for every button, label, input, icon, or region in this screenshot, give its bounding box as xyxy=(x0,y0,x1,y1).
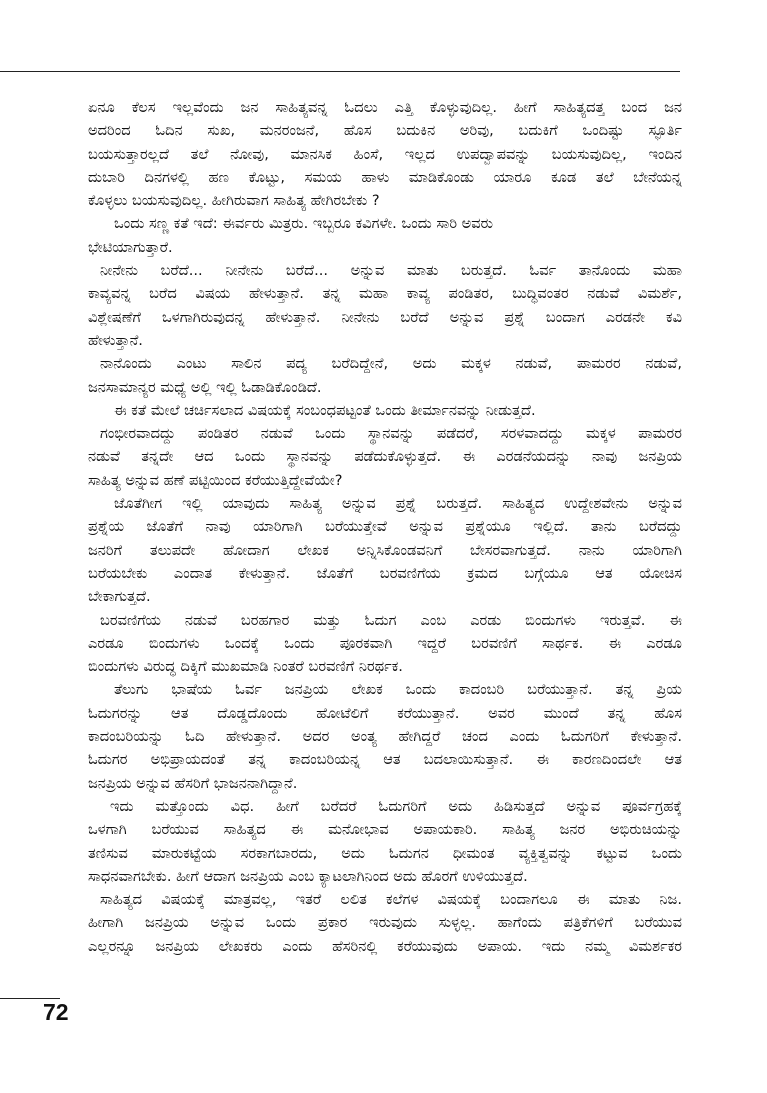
text-line: ಇದು ಮತ್ತೊಂದು ವಿಧ. ಹೀಗೆ ಬರೆದರೆ ಓದುಗರಿಗೆ ಅದು ಹಿಡಿಸುತ್ತದೆ ಅನ್ನುವ ಪೂರ್ವಗ್ರಹಕ್ಕೆ xyxy=(110,797,682,815)
text-line: ಏನೂ ಕೆಲಸ ಇಲ್ಲವೆಂದು ಜನ ಸಾಹಿತ್ಯವನ್ನ ಓದಲು ಎತ್ತಿ ಕೊಳ್ಳುವುದಿಲ್ಲ. ಹೀಗೆ ಸಾಹಿತ್ಯದತ್ತ ಬಂದ ಜನ xyxy=(88,99,682,116)
text-line: ಭೇಟಿಯಾಗುತ್ತಾರೆ. xyxy=(88,238,173,256)
text-line: ಎರಡೂ ಬಿಂದುಗಳು ಒಂದಕ್ಕೆ ಒಂದು ಪೂರಕವಾಗಿ ಇದ್ದರೆ ಬರವಣಿಗೆ ಸಾರ್ಥಕ. ಈ ಎರಡೂ xyxy=(88,634,682,652)
text-line: ಗಂಭೀರವಾದದ್ದು ಪಂಡಿತರ ನಡುವೆ ಒಂದು ಸ್ಥಾನವನ್ನು ಪಡೆದರೆ, ಸರಳವಾದದ್ದು ಮಕ್ಕಳ ಪಾಮರರ xyxy=(100,425,682,443)
text-line: ಈ ಕತೆ ಮೇಲೆ ಚರ್ಚಿಸಲಾದ ವಿಷಯಕ್ಕೆ ಸಂಬಂಧಪಟ್ಟಂತೆ ಒಂದು ತೀರ್ಮಾನವನ್ನು ನೀಡುತ್ತದೆ. xyxy=(114,401,536,419)
text-line: ಬೇಕಾಗುತ್ತದೆ. xyxy=(88,588,151,606)
text-line: ತೆಲುಗು ಭಾಷೆಯ ಓರ್ವ ಜನಪ್ರಿಯ ಲೇಖಕ ಒಂದು ಕಾದಂಬರಿ ಬರೆಯುತ್ತಾನೆ. ತನ್ನ ಪ್ರಿಯ xyxy=(114,681,682,699)
page-body xyxy=(88,96,682,958)
text-line: ಸಾಹಿತ್ಯ ಅನ್ನುವ ಹಣೆ ಪಟ್ಟಿಯಿಂದ ಕರೆಯುತ್ತಿದ್ದೇವೆಯೇ? xyxy=(88,471,343,489)
text-line: ನಾನೊಂದು ಎಂಟು ಸಾಲಿನ ಪದ್ಯ ಬರೆದಿದ್ದೇನೆ, ಅದು ಮಕ್ಕಳ ನಡುವೆ, ಪಾಮರರ ನಡುವೆ, xyxy=(100,355,682,373)
text-line: ವಿಶ್ಲೇಷಣೆಗೆ ಒಳಗಾಗಿರುವುದನ್ನ ಹೇಳುತ್ತಾನೆ. ನೀನೇನು ಬರೆದೆ ಅನ್ನುವ ಪ್ರಶ್ನೆ ಬಂದಾಗ ಎರಡನೇ ಕವಿ xyxy=(88,308,682,326)
text-line: ಅದರಿಂದ ಓದಿನ ಸುಖ, ಮನರಂಜನೆ, ಹೊಸ ಬದುಕಿನ ಅರಿವು, ಬದುಕಿಗೆ ಒಂದಿಷ್ಟು ಸ್ಫೂರ್ತಿ xyxy=(88,122,682,140)
text-line: ಬರವಣಿಗೆಯ ನಡುವೆ ಬರಹಗಾರ ಮತ್ತು ಓದುಗ ಎಂಬ ಎರಡು ಬಿಂದುಗಳು ಇರುತ್ತವೆ. ಈ xyxy=(100,611,682,629)
text-line: ಓದುಗರ ಅಭಿಪ್ರಾಯದಂತೆ ತನ್ನ ಕಾದಂಬರಿಯನ್ನ ಆತ ಬದಲಾಯಿಸುತ್ತಾನೆ. ಈ ಕಾರಣದಿಂದಲೇ ಆತ xyxy=(88,751,682,769)
text-line: ಹೀಗಾಗಿ ಜನಪ್ರಿಯ ಅನ್ನುವ ಒಂದು ಪ್ರಕಾರ ಇರುವುದು ಸುಳ್ಳಲ್ಲ. ಹಾಗೆಂದು ಪತ್ರಿಕೆಗಳಿಗೆ ಬರೆಯುವ xyxy=(88,914,682,932)
text-line: ಕಾದಂಬರಿಯನ್ನು ಓದಿ ಹೇಳುತ್ತಾನೆ. ಅದರ ಅಂತ್ಯ ಹೇಗಿದ್ದರೆ ಚಂದ ಎಂದು ಓದುಗರಿಗೆ ಕೇಳುತ್ತಾನೆ. xyxy=(88,728,682,746)
text-line: ಜೊತೆಗೀಗ ಇಲ್ಲಿ ಯಾವುದು ಸಾಹಿತ್ಯ ಅನ್ನುವ ಪ್ರಶ್ನೆ ಬರುತ್ತದೆ. ಸಾಹಿತ್ಯದ ಉದ್ದೇಶವೇನು ಅನ್ನುವ xyxy=(114,495,682,513)
text-line: ಬರೆಯಬೇಕು ಎಂದಾತ ಕೇಳುತ್ತಾನೆ. ಜೊತೆಗೆ ಬರವಣಿಗೆಯ ಕ್ರಮದ ಬಗ್ಗೆಯೂ ಆತ ಯೋಚಿಸ xyxy=(88,564,682,582)
text-line: ತಣಿಸುವ ಮಾರುಕಟ್ಟೆಯ ಸರಕಾಗಬಾರದು, ಅದು ಓದುಗನ ಧೀಮಂತ ವ್ಯಕ್ತಿತ್ವವನ್ನು ಕಟ್ಟುವ ಒಂದು xyxy=(88,844,682,862)
text-line: ಸಾಹಿತ್ಯದ ವಿಷಯಕ್ಕೆ ಮಾತ್ರವಲ್ಲ, ಇತರೆ ಲಲಿತ ಕಲೆಗಳ ವಿಷಯಕ್ಕೆ ಬಂದಾಗಲೂ ಈ ಮಾತು ನಿಜ. xyxy=(100,891,682,909)
text-line: ಜನಸಾಮಾನ್ಯರ ಮಧ್ಯೆ ಅಲ್ಲಿ ಇಲ್ಲಿ ಓಡಾಡಿಕೊಂಡಿದೆ. xyxy=(88,378,322,396)
page-number: 72 xyxy=(43,999,69,1025)
text-line: ಒಂದು ಸಣ್ಣ ಕತೆ ಇದೆ: ಈರ್ವರು ಮಿತ್ರರು. ಇಬ್ಬರೂ ಕವಿಗಳೇ. ಒಂದು ಸಾರಿ ಅವರು xyxy=(114,215,494,233)
top-rule xyxy=(0,71,680,72)
text-line: ಪ್ರಶ್ನೆಯ ಜೊತೆಗೆ ನಾವು ಯಾರಿಗಾಗಿ ಬರೆಯುತ್ತೇವೆ ಅನ್ನುವ ಪ್ರಶ್ನೆಯೂ ಇಲ್ಲಿದೆ. ತಾನು ಬರೆದದ್ದು xyxy=(88,518,682,536)
text-line: ಕೊಳ್ಳಲು ಬಯಸುವುದಿಲ್ಲ. ಹೀಗಿರುವಾಗ ಸಾಹಿತ್ಯ ಹೇಗಿರಬೇಕು ? xyxy=(88,192,380,210)
text-line: ಜನಪ್ರಿಯ ಅನ್ನುವ ಹೆಸರಿಗೆ ಭಾಜನನಾಗಿದ್ದಾನೆ. xyxy=(88,774,298,792)
text-line: ಕಾವ್ಯವನ್ನ ಬರೆದ ವಿಷಯ ಹೇಳುತ್ತಾನೆ. ತನ್ನ ಮಹಾ ಕಾವ್ಯ ಪಂಡಿತರ, ಬುದ್ಧಿವಂತರ ನಡುವೆ ವಿಮರ್ಶೆ, xyxy=(88,285,682,303)
text-line: ದುಬಾರಿ ದಿನಗಳಲ್ಲಿ ಹಣ ಕೊಟ್ಟು, ಸಮಯ ಹಾಳು ಮಾಡಿಕೊಂಡು ಯಾರೂ ಕೂಡ ತಲೆ ಬೇನೆಯನ್ನ xyxy=(88,168,682,186)
text-line: ಹೇಳುತ್ತಾನೆ. xyxy=(88,331,143,349)
text-line: ಬಿಂದುಗಳು ವಿರುದ್ಧ ದಿಕ್ಕಿಗೆ ಮುಖಮಾಡಿ ನಿಂತರೆ ಬರವಣಿಗೆ ನಿರರ್ಥಕ. xyxy=(88,658,403,676)
text-line: ನಡುವೆ ತನ್ನದೇ ಆದ ಒಂದು ಸ್ಥಾನವನ್ನು ಪಡೆದುಕೊಳ್ಳುತ್ತದೆ. ಈ ಎರಡನೆಯದನ್ನು ನಾವು ಜನಪ್ರಿಯ xyxy=(88,448,682,466)
text-line: ಬಯಸುತ್ತಾರಲ್ಲದೆ ತಲೆ ನೋವು, ಮಾನಸಿಕ ಹಿಂಸೆ, ಇಲ್ಲದ ಉಪದ್ವಾಪವನ್ನು ಬಯಸುವುದಿಲ್ಲ, ಇಂದಿನ xyxy=(88,145,682,163)
text-line: ಸಾಧನವಾಗಬೇಕು. ಹೀಗೆ ಆದಾಗ ಜನಪ್ರಿಯ ಎಂಬ ಕ್ಯಾಟಲಾಗಿನಿಂದ ಅದು ಹೊರಗೆ ಉಳಿಯುತ್ತದೆ. xyxy=(88,867,528,885)
text-line: ಜನರಿಗೆ ತಲುಪದೇ ಹೋದಾಗ ಲೇಖಕ ಅನ್ನಿಸಿಕೊಂಡವನಿಗೆ ಬೇಸರವಾಗುತ್ತದೆ. ನಾನು ಯಾರಿಗಾಗಿ xyxy=(88,541,682,559)
text-line: ಓದುಗರನ್ನು ಆತ ದೊಡ್ಡದೊಂದು ಹೋಟೆಲಿಗೆ ಕರೆಯುತ್ತಾನೆ. ಅವರ ಮುಂದೆ ತನ್ನ ಹೊಸ xyxy=(88,704,682,722)
text-line: ನೀನೇನು ಬರೆದೆ... ನೀನೇನು ಬರೆದೆ... ಅನ್ನುವ ಮಾತು ಬರುತ್ತದೆ. ಓರ್ವ ತಾನೊಂದು ಮಹಾ xyxy=(100,262,682,280)
text-line: ಒಳಗಾಗಿ ಬರೆಯುವ ಸಾಹಿತ್ಯದ ಈ ಮನೋಭಾವ ಅಪಾಯಕಾರಿ. ಸಾಹಿತ್ಯ ಜನರ ಅಭಿರುಚಿಯನ್ನು xyxy=(88,821,682,839)
text-line: ಎಲ್ಲರನ್ನೂ ಜನಪ್ರಿಯ ಲೇಖಕರು ಎಂದು ಹೆಸರಿನಲ್ಲಿ ಕರೆಯುವುದು ಅಪಾಯ. ಇದು ನಮ್ಮ ವಿಮರ್ಶಕರ xyxy=(88,937,682,955)
